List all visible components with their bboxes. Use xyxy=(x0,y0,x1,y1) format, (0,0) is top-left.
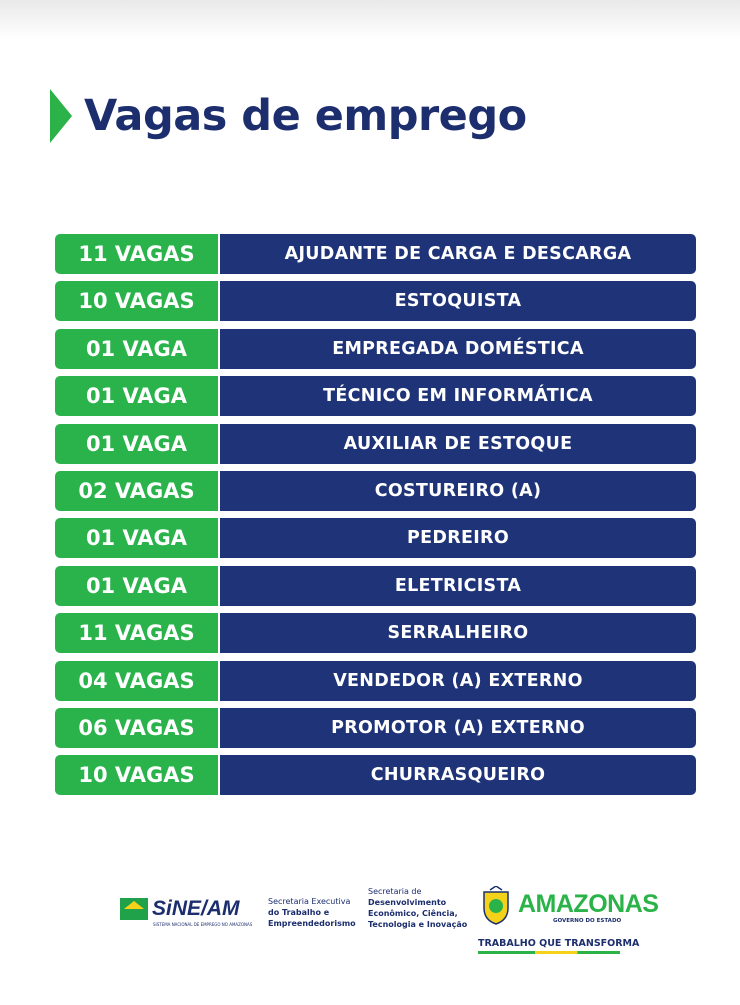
amazonas-crest-icon xyxy=(480,886,512,926)
arrow-icon xyxy=(50,89,72,143)
job-row xyxy=(55,661,696,701)
sec1-line3: Empreendedorismo xyxy=(268,919,356,928)
job-row xyxy=(55,281,696,321)
governo-label: GOVERNO DO ESTADO xyxy=(553,918,622,924)
job-count: 11 VAGAS xyxy=(55,234,220,274)
amazonas-logo-text: AMAZONAS xyxy=(518,890,659,918)
top-fade xyxy=(0,0,740,40)
slogan: TRABALHO QUE TRANSFORMA xyxy=(478,938,640,949)
job-row xyxy=(55,613,696,653)
job-role: PEDREIRO xyxy=(220,518,696,558)
job-row xyxy=(55,708,696,748)
job-row xyxy=(55,376,696,416)
job-role: EMPREGADA DOMÉSTICA xyxy=(220,329,696,369)
secretaria-trabalho xyxy=(268,896,358,929)
sine-logo xyxy=(120,897,253,927)
job-role: COSTUREIRO (A) xyxy=(220,471,696,511)
job-count: 01 VAGA xyxy=(55,376,220,416)
job-role: ESTOQUISTA xyxy=(220,281,696,321)
sec1-line2: do Trabalho e xyxy=(268,908,330,917)
job-role: CHURRASQUEIRO xyxy=(220,755,696,795)
sec2-line1: Secretaria de xyxy=(368,887,422,896)
job-count: 01 VAGA xyxy=(55,329,220,369)
job-role: ELETRICISTA xyxy=(220,566,696,606)
title-block xyxy=(50,88,527,144)
job-role: AUXILIAR DE ESTOQUE xyxy=(220,424,696,464)
job-role: TÉCNICO EM INFORMÁTICA xyxy=(220,376,696,416)
job-row xyxy=(55,424,696,464)
job-row xyxy=(55,566,696,606)
job-row xyxy=(55,518,696,558)
job-role: VENDEDOR (A) EXTERNO xyxy=(220,661,696,701)
job-role: SERRALHEIRO xyxy=(220,613,696,653)
sine-logo-text: SiNE/AM xyxy=(152,897,240,920)
job-row xyxy=(55,234,696,274)
job-count: 06 VAGAS xyxy=(55,708,220,748)
job-count: 01 VAGA xyxy=(55,518,220,558)
job-count: 01 VAGA xyxy=(55,566,220,606)
slogan-underline xyxy=(478,951,620,954)
brazil-flag-icon xyxy=(120,898,148,920)
page-title: Vagas de emprego xyxy=(84,91,527,141)
job-row xyxy=(55,471,696,511)
sine-subtitle: SISTEMA NACIONAL DE EMPREGO NO AMAZONAS xyxy=(153,922,253,927)
job-count: 02 VAGAS xyxy=(55,471,220,511)
sec1-line1: Secretaria Executiva xyxy=(268,897,351,906)
job-role: PROMOTOR (A) EXTERNO xyxy=(220,708,696,748)
job-row xyxy=(55,755,696,795)
job-count: 11 VAGAS xyxy=(55,613,220,653)
job-count: 10 VAGAS xyxy=(55,281,220,321)
job-count: 04 VAGAS xyxy=(55,661,220,701)
secretaria-desenvolvimento xyxy=(368,886,472,930)
job-count: 10 VAGAS xyxy=(55,755,220,795)
job-list xyxy=(55,234,696,803)
job-role: AJUDANTE DE CARGA E DESCARGA xyxy=(220,234,696,274)
sec2-line4: Tecnologia e Inovação xyxy=(368,920,468,929)
footer-logos xyxy=(0,880,740,960)
sec2-line3: Econômico, Ciência, xyxy=(368,909,458,918)
sec2-line2: Desenvolvimento xyxy=(368,898,447,907)
job-count: 01 VAGA xyxy=(55,424,220,464)
job-row xyxy=(55,329,696,369)
